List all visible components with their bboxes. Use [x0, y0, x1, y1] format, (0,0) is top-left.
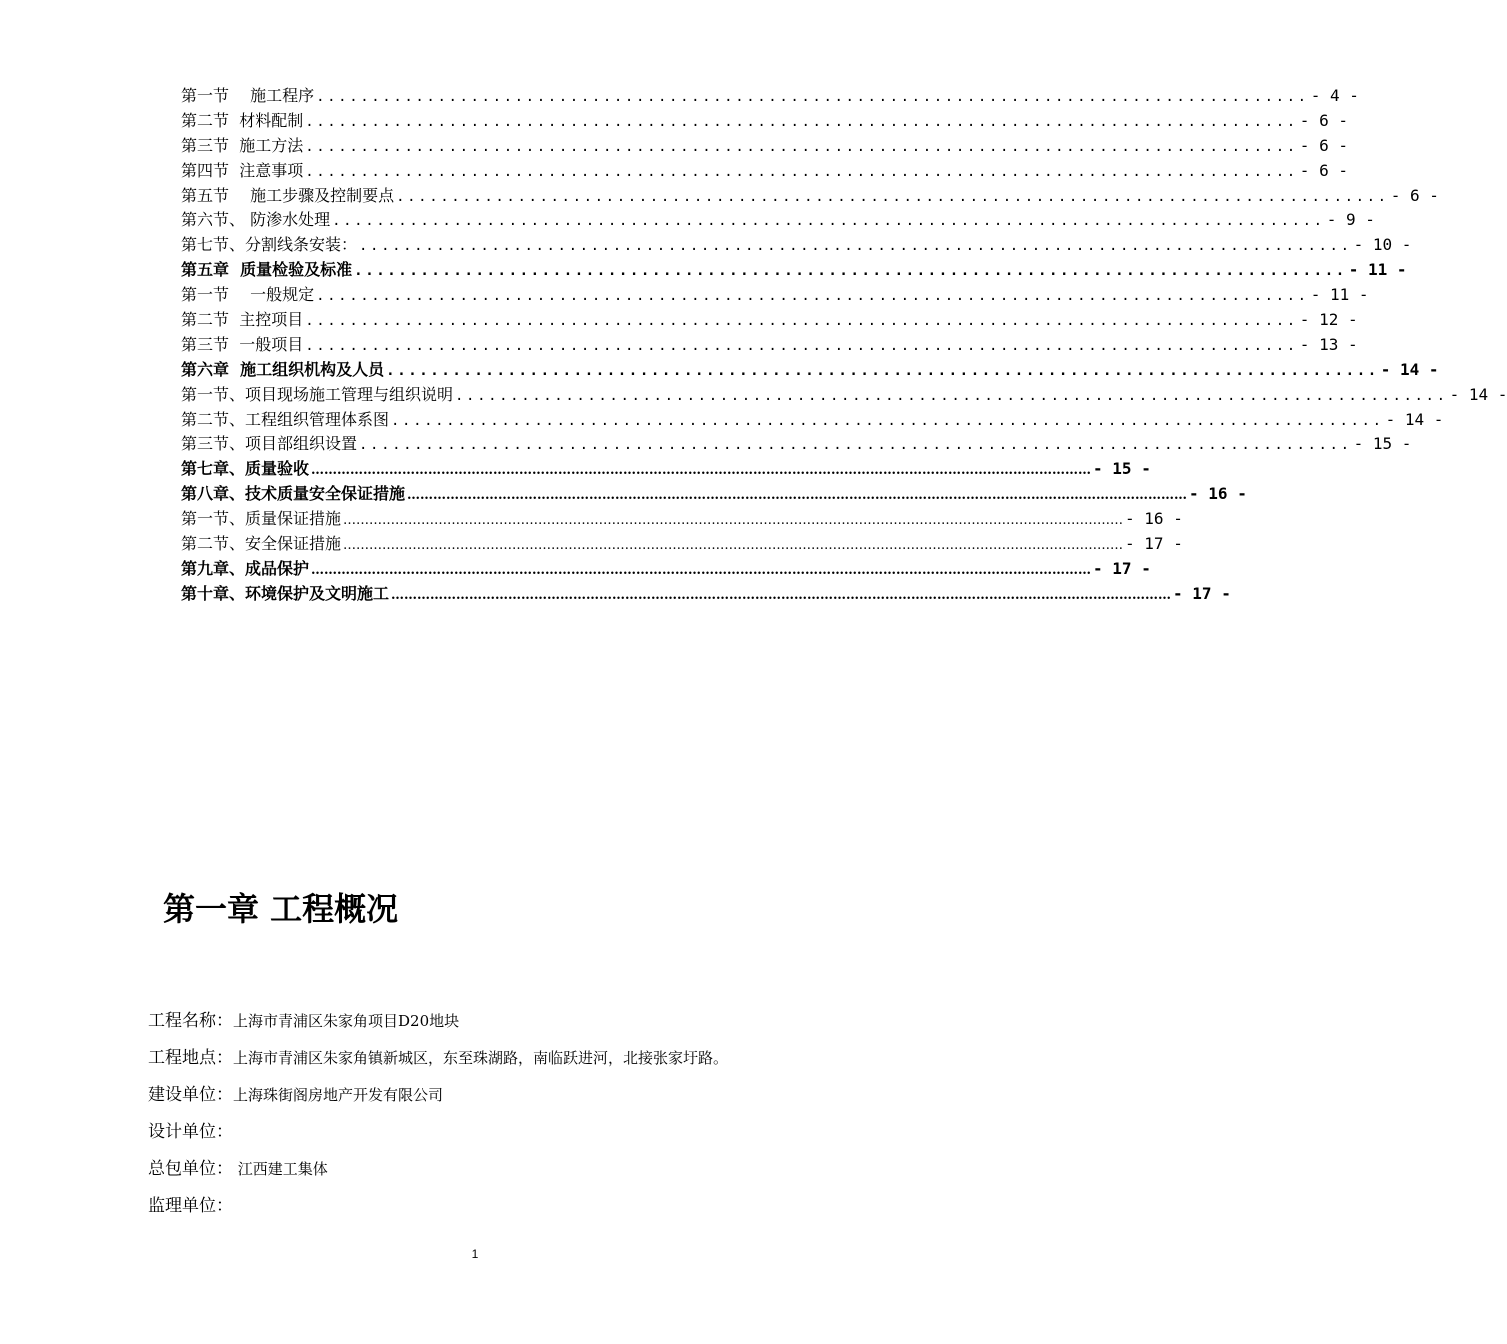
info-label: 工程名称： [148, 1011, 233, 1031]
toc-entry-number: 第三节、 [181, 434, 246, 454]
toc-page-number: - 6 - [1299, 110, 1348, 130]
toc-entry[interactable] [181, 233, 1412, 258]
toc-entry[interactable] [181, 457, 1151, 482]
info-value: 江西建工集体 [233, 1160, 328, 1178]
toc-entry-gap [229, 184, 250, 209]
toc-entry-title: 施工方法 [239, 135, 304, 155]
info-row [148, 1117, 868, 1154]
toc-dot-leader: .......................................................................................... [305, 113, 1298, 130]
toc-entry[interactable] [181, 109, 1348, 134]
toc-page-number: - 6 - [1390, 185, 1439, 205]
toc-entry-title: 施工程序 [250, 86, 315, 105]
info-label: 总包单位： [148, 1159, 233, 1179]
toc-entry-title: 环境保护及文明施工 [245, 583, 390, 603]
toc-entry-number: 第一节、 [181, 384, 246, 404]
toc-dot-leader: .......................................................................................... [332, 213, 1325, 230]
toc-entry-title: 注意事项 [239, 160, 304, 180]
toc-entry-title: 质量验收 [245, 459, 310, 479]
toc-entry-title: 质量保证措施 [245, 509, 342, 529]
toc-entry-gap [229, 283, 250, 308]
info-label: 设计单位： [148, 1122, 233, 1142]
toc-entry-number: 第一节、 [181, 509, 246, 529]
toc-page-number: - 6 - [1299, 160, 1348, 180]
toc-dot-leader: .......................................................................................... [386, 362, 1379, 379]
toc-dot-leader: .......................................................................................... [354, 263, 1347, 280]
toc-dot-leader: .......................................................................................... [316, 288, 1309, 305]
toc-entry[interactable] [181, 507, 1183, 532]
info-label: 监理单位： [148, 1196, 233, 1216]
toc-entry-title: 成品保护 [245, 558, 310, 578]
toc-entry-number: 第一节 [181, 285, 230, 305]
project-info [148, 1006, 868, 1228]
toc-dot-leader: .......................................................................................... [305, 138, 1298, 155]
toc-page-number: - 15 - [1353, 434, 1412, 454]
toc-entry-title: 安全保证措施 [245, 534, 342, 554]
page-number: 1 [471, 1247, 479, 1261]
toc-dot-leader: .......................................................................................... [455, 387, 1448, 404]
toc-entry[interactable] [181, 308, 1358, 333]
toc-page-number: - 14 - [1380, 359, 1439, 379]
toc-entry-number: 第八章、 [181, 484, 246, 504]
toc-entry-gap [229, 134, 239, 159]
toc-entry[interactable] [181, 134, 1348, 159]
info-row [148, 1191, 868, 1228]
toc-entry-title: 项目部组织设置 [245, 434, 358, 454]
info-row [148, 1154, 868, 1191]
toc-entry-number: 第六章 [181, 359, 230, 379]
toc-entry[interactable] [181, 482, 1247, 507]
info-value: 上海市青浦区朱家角镇新城区，东至珠湖路，南临跃进河，北接张家圩路。 [233, 1049, 729, 1067]
toc-entry-number: 第五节 [181, 185, 230, 205]
toc-entry-number: 第二节 [181, 310, 230, 330]
toc-page-number: - 17 - [1173, 583, 1231, 603]
toc-entry[interactable] [181, 532, 1183, 557]
toc-entry[interactable] [181, 557, 1151, 582]
toc-entry[interactable] [181, 383, 1507, 408]
toc-entry-number: 第六节、 [181, 210, 246, 230]
toc-dot-leader: ……………………………………………………………………………………………………………………………………………………………… [407, 488, 1188, 504]
toc-entry-number: 第三节 [181, 135, 230, 155]
toc-page-number: - 14 - [1449, 384, 1507, 404]
toc-page-number: - 14 - [1385, 409, 1444, 429]
toc-page-number: - 15 - [1093, 459, 1151, 479]
toc-entry-gap [229, 258, 240, 283]
toc-page-number: - 17 - [1093, 558, 1151, 578]
toc-dot-leader: .......................................................................................... [305, 163, 1298, 180]
toc-entry-number: 第四节 [181, 160, 230, 180]
toc-entry[interactable] [181, 358, 1439, 383]
toc-entry-title: 分割线条安装： [245, 235, 358, 255]
toc-entry-gap [229, 333, 239, 358]
toc-entry-title: 施工组织机构及人员 [240, 359, 385, 379]
toc-entry-title: 质量检验及标准 [240, 260, 353, 280]
toc-entry-number: 第五章 [181, 260, 230, 280]
info-row [148, 1080, 868, 1117]
toc-entry[interactable] [181, 184, 1439, 209]
toc-dot-leader: ……………………………………………………………………………………………………………………………………………………………… [311, 463, 1092, 479]
toc-entry-number: 第三节 [181, 334, 230, 354]
toc-entry-number: 第二节 [181, 110, 230, 130]
toc-dot-leader: .......................................................................................... [305, 313, 1298, 330]
toc-entry[interactable] [181, 84, 1359, 109]
toc-entry-gap [229, 308, 239, 333]
toc-entry-title: 一般规定 [250, 285, 315, 305]
toc-dot-leader: .......................................................................................... [391, 412, 1384, 429]
toc-page-number: - 6 - [1299, 135, 1348, 155]
toc-entry-number: 第二节、 [181, 409, 246, 429]
toc-entry[interactable] [181, 159, 1348, 184]
toc-entry-number: 第七节、 [181, 235, 246, 255]
toc-entry[interactable] [181, 582, 1231, 607]
toc-entry-number: 第九章、 [181, 558, 246, 578]
info-value: 上海市青浦区朱家角项目D20地块 [233, 1012, 460, 1030]
toc-page-number: - 10 - [1353, 235, 1412, 255]
toc-entry-number: 第一节 [181, 86, 230, 105]
toc-entry-number: 第十章、 [181, 583, 246, 603]
toc-entry-title: 技术质量安全保证措施 [245, 484, 406, 504]
toc-page-number: - 16 - [1125, 509, 1183, 529]
toc-entry-gap [229, 159, 239, 184]
toc-dot-leader: ……………………………………………………………………………………………………………………………………………………………… [311, 562, 1092, 578]
toc-entry-title: 施工步骤及控制要点 [250, 185, 395, 205]
toc-dot-leader: .......................................................................................... [316, 89, 1309, 105]
info-row [148, 1006, 868, 1043]
toc-entry-title: 主控项目 [239, 310, 304, 330]
toc-dot-leader: .......................................................................................... [305, 337, 1298, 354]
info-row [148, 1043, 868, 1080]
info-value: 上海珠街阁房地产开发有限公司 [233, 1086, 444, 1104]
toc-entry[interactable] [181, 333, 1358, 358]
toc-dot-leader: .......................................................................................... [396, 188, 1389, 205]
toc-dot-leader: .......................................................................................... [359, 437, 1352, 454]
toc-page-number: - 11 - [1348, 260, 1407, 280]
toc-entry-gap [229, 358, 240, 383]
toc-dot-leader: .......................................................................................... [359, 238, 1352, 255]
toc-entry[interactable] [181, 283, 1369, 308]
toc-dot-leader: ……………………………………………………………………………………………………………………………………………………………… [343, 538, 1124, 554]
chapter-heading: 第一章 工程概况 [163, 890, 399, 928]
toc-entry-number: 第二节、 [181, 534, 246, 554]
toc-entry-title: 防渗水处理 [250, 210, 331, 230]
toc-page-number: - 13 - [1299, 334, 1358, 354]
toc-page-number: - 4 - [1310, 86, 1359, 105]
toc-entry-title: 项目现场施工管理与组织说明 [245, 384, 454, 404]
toc-page-number: - 17 - [1125, 534, 1183, 554]
toc-dot-leader: ……………………………………………………………………………………………………………………………………………………………… [391, 587, 1172, 603]
toc-entry[interactable] [181, 258, 1407, 283]
toc-entry[interactable] [181, 408, 1444, 433]
toc-dot-leader: ……………………………………………………………………………………………………………………………………………………………… [343, 513, 1124, 529]
toc-page-number: - 11 - [1310, 285, 1369, 305]
info-label: 建设单位： [148, 1085, 233, 1105]
toc-entry-title: 材料配制 [239, 110, 304, 130]
toc-entry-gap [229, 109, 239, 134]
toc-page-number: - 16 - [1189, 484, 1247, 504]
toc-entry[interactable] [181, 208, 1375, 233]
toc-entry-title: 一般项目 [239, 334, 304, 354]
toc-entry-gap [229, 84, 250, 109]
toc-page-number: - 9 - [1326, 210, 1375, 230]
toc-entry-number: 第七章、 [181, 459, 246, 479]
toc-page-number: - 12 - [1299, 310, 1358, 330]
table-of-contents [181, 84, 1507, 607]
info-label: 工程地点： [148, 1048, 233, 1068]
toc-entry[interactable] [181, 432, 1412, 457]
toc-entry-title: 工程组织管理体系图 [245, 409, 390, 429]
